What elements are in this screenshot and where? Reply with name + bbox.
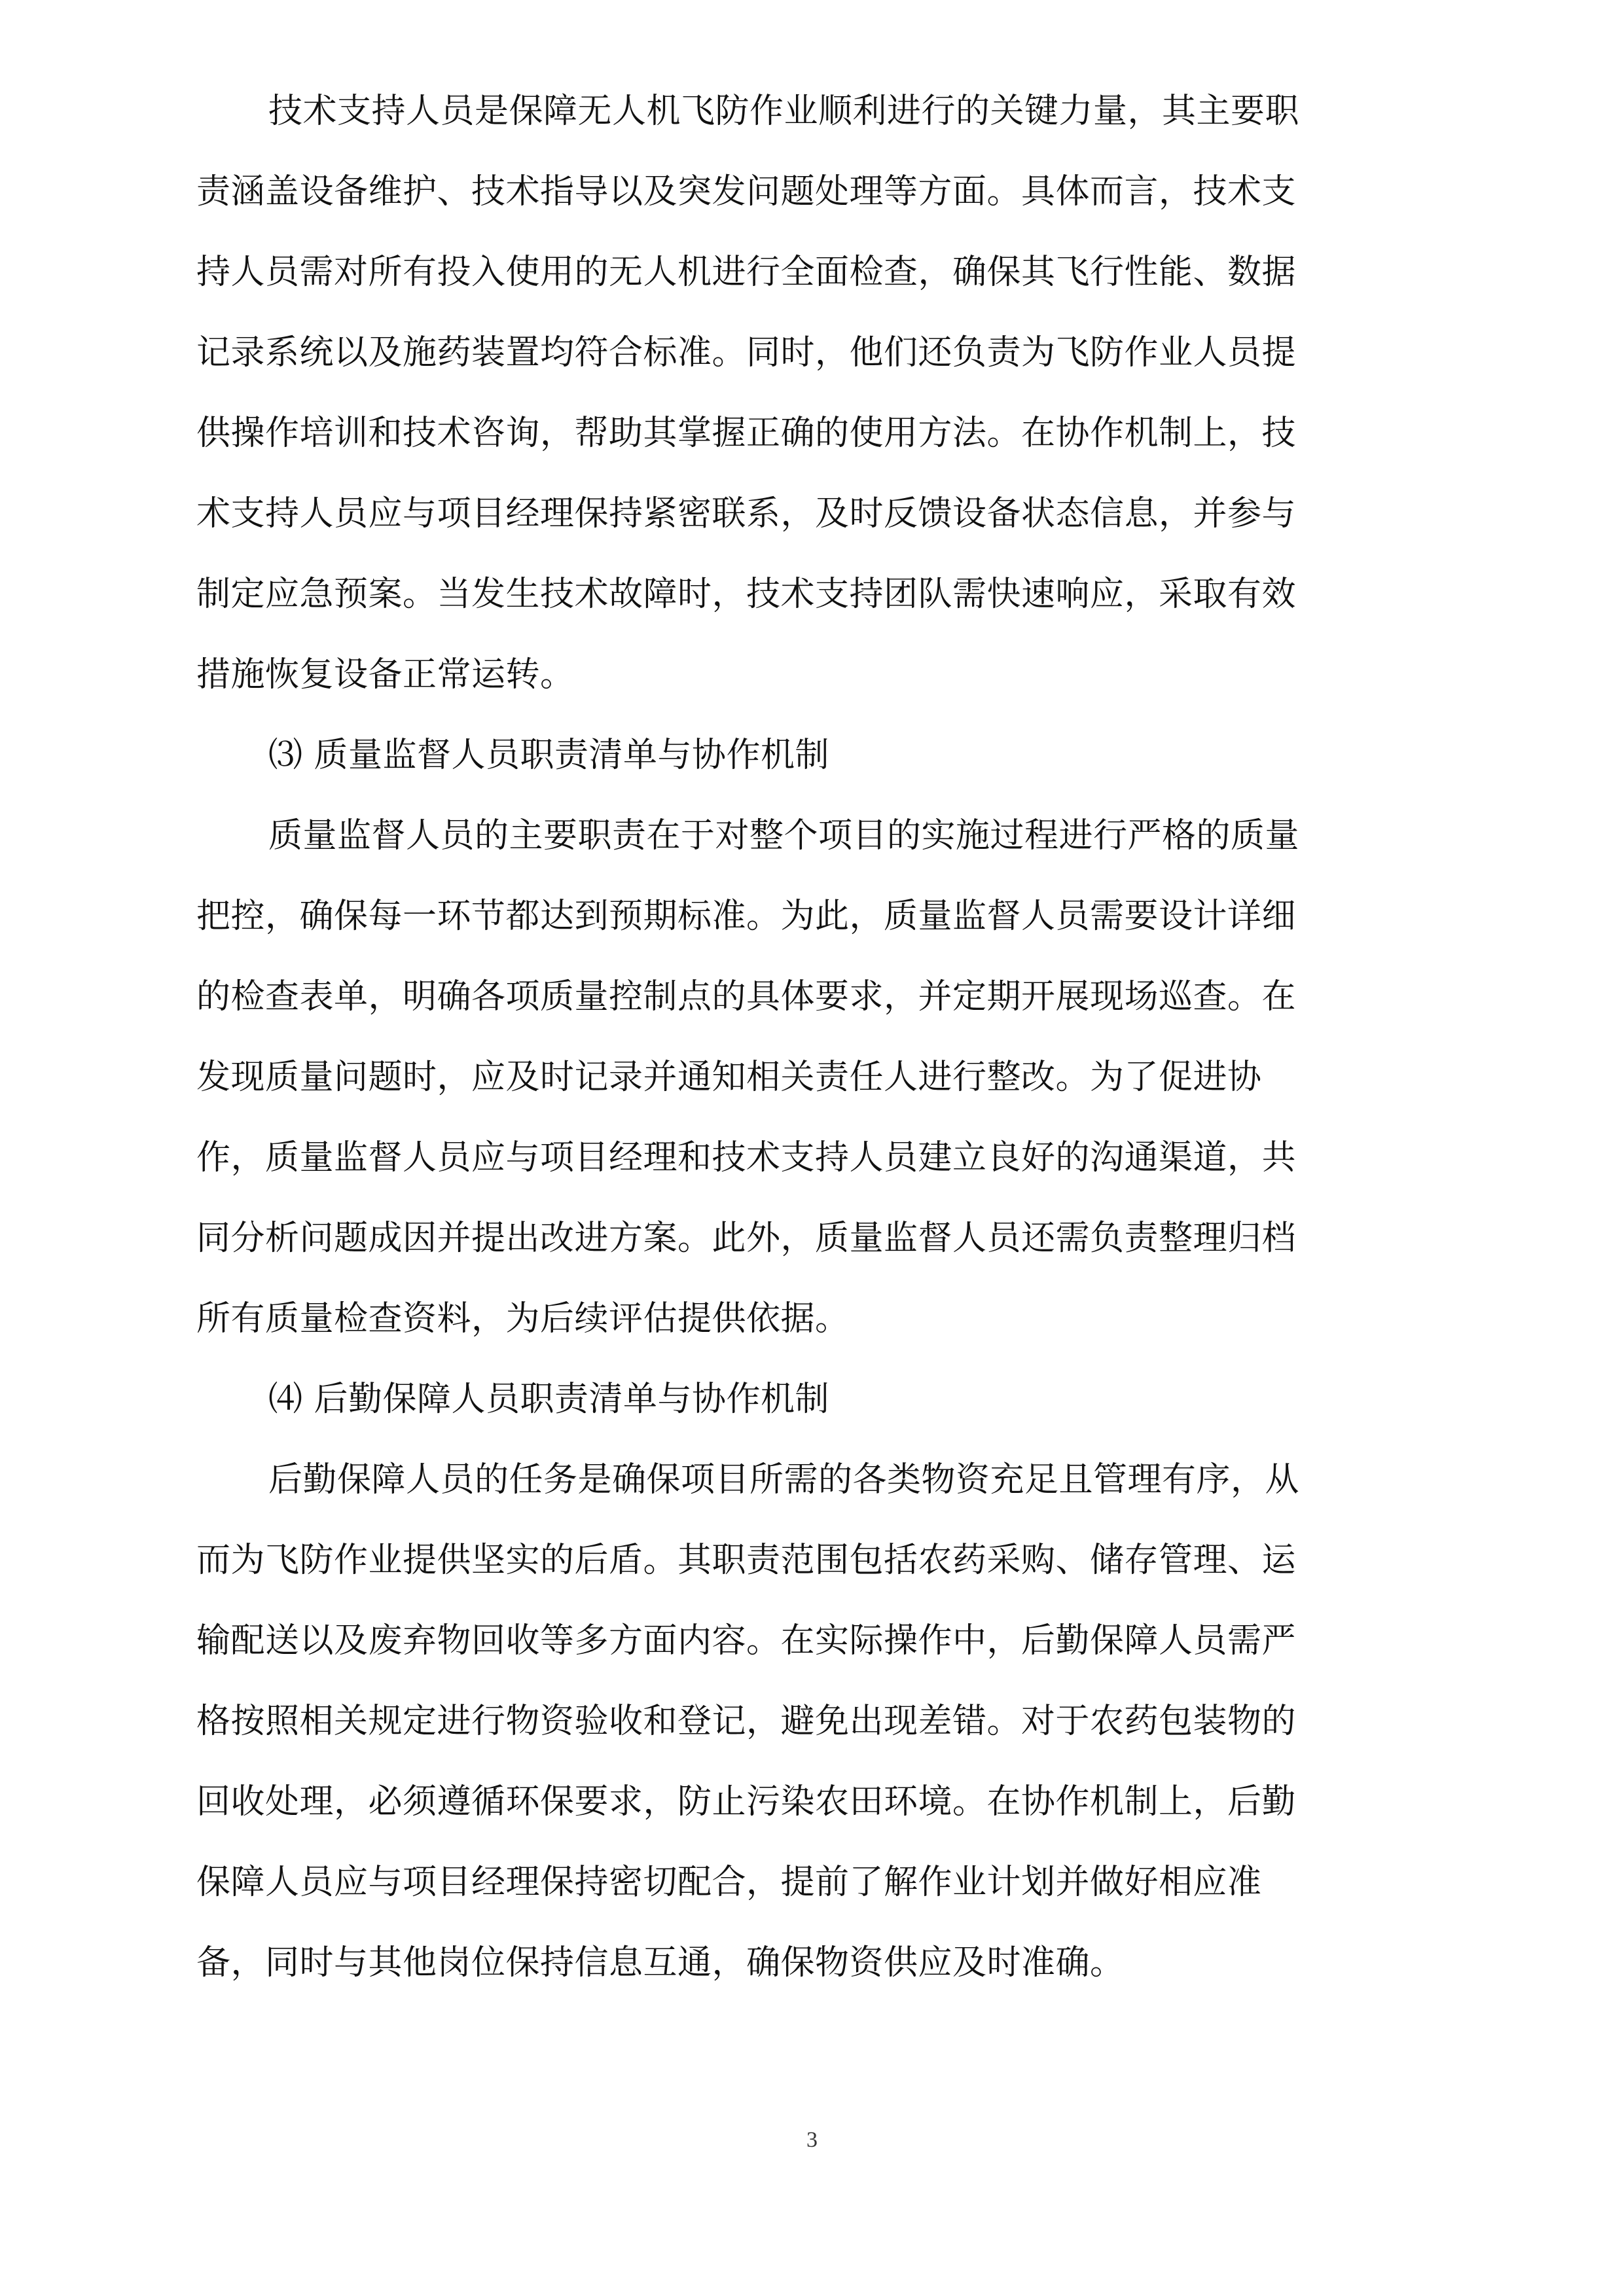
paragraph-line: 后勤保障人员的任务是确保项目所需的各类物资充足且管理有序，从 [268, 1460, 1300, 1499]
paragraph-line: 而为飞防作业提供坚实的后盾。其职责范围包括农药采购、储存管理、运 [196, 1541, 1297, 1580]
paragraph-line: 把控，确保每一环节都达到预期标准。为此，质量监督人员需要设计详细 [196, 897, 1297, 936]
paragraph-line: 制定应急预案。当发生技术故障时，技术支持团队需快速响应，采取有效 [196, 575, 1297, 614]
paragraph-line: 所有质量检查资料，为后续评估提供依据。 [196, 1299, 850, 1338]
paragraph-line: 质量监督人员的主要职责在于对整个项目的实施过程进行严格的质量 [268, 816, 1300, 855]
paragraph-line: 输配送以及废弃物回收等多方面内容。在实际操作中，后勤保障人员需严 [196, 1621, 1297, 1660]
paragraph-line: 持人员需对所有投入使用的无人机进行全面检查，确保其飞行性能、数据 [196, 253, 1297, 292]
paragraph-line: 措施恢复设备正常运转。 [196, 655, 575, 694]
paragraph-line: 责涵盖设备维护、技术指导以及突发问题处理等方面。具体而言，技术支 [196, 172, 1297, 211]
section-heading: ⑷ 后勤保障人员职责清单与协作机制 [268, 1380, 830, 1419]
paragraph-line: 回收处理，必须遵循环保要求，防止污染农田环境。在协作机制上，后勤 [196, 1782, 1297, 1821]
paragraph-line: 术支持人员应与项目经理保持紧密联系，及时反馈设备状态信息，并参与 [196, 494, 1297, 533]
paragraph-line: 作，质量监督人员应与项目经理和技术支持人员建立良好的沟通渠道，共 [196, 1138, 1297, 1177]
paragraph-line: 同分析问题成因并提出改进方案。此外，质量监督人员还需负责整理归档 [196, 1219, 1297, 1258]
paragraph-line: 保障人员应与项目经理保持密切配合，提前了解作业计划并做好相应准 [196, 1863, 1262, 1902]
paragraph-line: 记录系统以及施药装置均符合标准。同时，他们还负责为飞防作业人员提 [196, 333, 1297, 372]
section-heading: ⑶ 质量监督人员职责清单与协作机制 [268, 736, 830, 775]
paragraph-line: 的检查表单，明确各项质量控制点的具体要求，并定期开展现场巡查。在 [196, 977, 1297, 1016]
paragraph-line: 供操作培训和技术咨询，帮助其掌握正确的使用方法。在协作机制上，技 [196, 414, 1297, 453]
paragraph-line: 格按照相关规定进行物资验收和登记，避免出现差错。对于农药包装物的 [196, 1702, 1297, 1741]
paragraph-line: 发现质量问题时，应及时记录并通知相关责任人进行整改。为了促进协 [196, 1058, 1262, 1097]
paragraph-line: 备，同时与其他岗位保持信息互通，确保物资供应及时准确。 [196, 1943, 1125, 1982]
page-number: 3 [806, 2128, 818, 2152]
paragraph-line: 技术支持人员是保障无人机飞防作业顺利进行的关键力量，其主要职 [268, 92, 1300, 131]
